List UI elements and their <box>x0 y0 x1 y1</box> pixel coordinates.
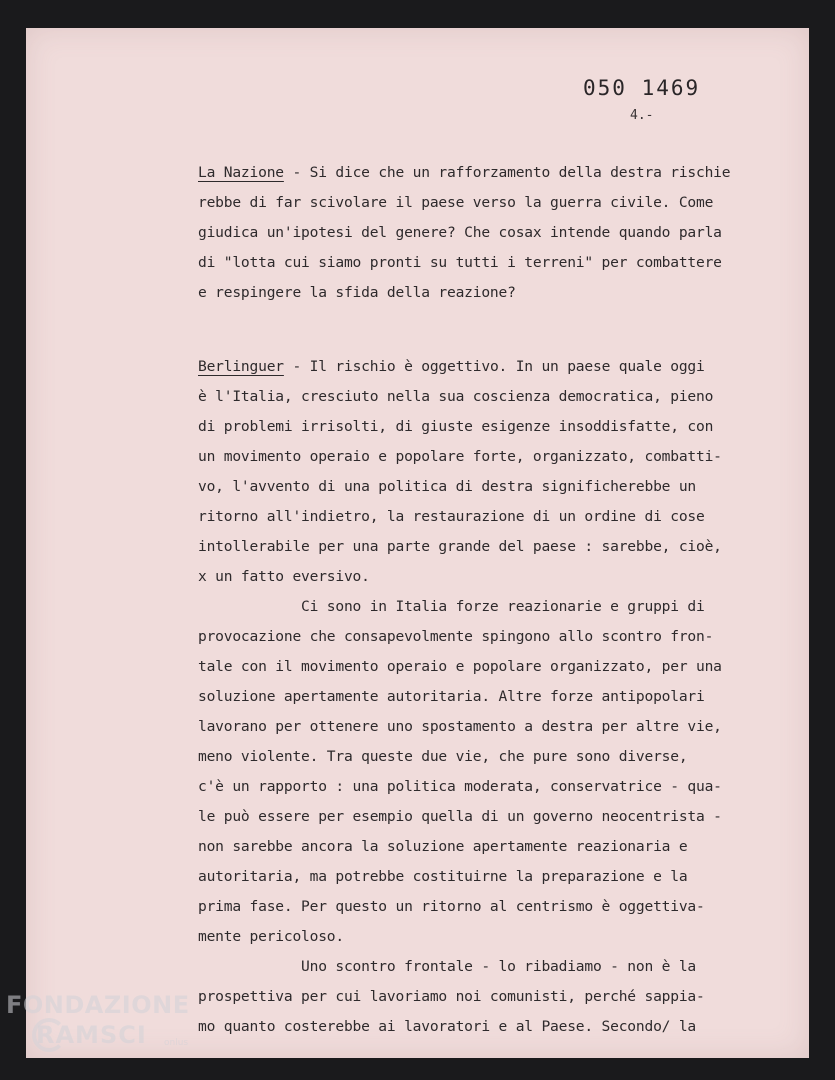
page-number: 4.- <box>630 108 654 123</box>
text-line: c'è un rapporto : una politica moderata, conservatrice - qua- <box>198 778 722 795</box>
text-line: mo quanto costerebbe ai lavoratori e al Paese. Secondo/ la <box>198 1018 696 1035</box>
question-paragraph <box>198 158 803 308</box>
text-line: x un fatto eversivo. <box>198 568 370 585</box>
text-line: non sarebbe ancora la soluzione apertamente reazionaria e <box>198 838 688 855</box>
text-line: meno violente. Tra queste due vie, che pure sono diverse, <box>198 748 688 765</box>
answer-paragraph <box>198 352 803 1042</box>
text-line: di "lotta cui siamo pronti su tutti i terreni" per combattere <box>198 254 722 271</box>
text-line: ritorno all'indietro, la restaurazione di un ordine di cose <box>198 508 705 525</box>
text-line: soluzione apertamente autoritaria. Altre forze antipopolari <box>198 688 705 705</box>
text-line: giudica un'ipotesi del genere? Che cosax intende quando parla <box>198 224 722 241</box>
question-first-line: La Nazione - Si dice che un rafforzamento della destra rischie <box>198 164 731 181</box>
text-line: rebbe di far scivolare il paese verso la guerra civile. Come <box>198 194 714 211</box>
watermark-line-1: FONDAZIONE <box>6 991 190 1019</box>
text-line: Uno scontro frontale - lo ribadiamo - non è la <box>198 958 696 975</box>
text-line: di problemi irrisolti, di giuste esigenze insoddisfatte, con <box>198 418 714 435</box>
text-line: prospettiva per cui lavoriamo noi comunisti, perché sappia- <box>198 988 705 1005</box>
fondazione-gramsci-watermark <box>6 990 226 1050</box>
speaker-berlinguer: Berlinguer <box>198 358 284 375</box>
text-line: è l'Italia, cresciuto nella sua coscienza democratica, pieno <box>198 388 714 405</box>
watermark-line-2: RAMSCI <box>36 1021 147 1049</box>
text-line: intollerabile per una parte grande del paese : sarebbe, cioè, <box>198 538 722 555</box>
document-page <box>26 28 809 1058</box>
text-line: provocazione che consapevolmente spingono allo scontro fron- <box>198 628 714 645</box>
answer-first-line: Berlinguer - Il rischio è oggettivo. In un paese quale oggi <box>198 358 705 375</box>
text-line: e respingere la sfida della reazione? <box>198 284 516 301</box>
text-line: tale con il movimento operaio e popolare organizzato, per una <box>198 658 722 675</box>
text-line: Ci sono in Italia forze reazionarie e gruppi di <box>198 598 705 615</box>
g-logo-icon <box>32 1018 66 1052</box>
text-line: un movimento operaio e popolare forte, organizzato, combatti- <box>198 448 722 465</box>
watermark-onlus: onlus <box>164 1038 189 1048</box>
document-number: 050 1469 <box>583 76 701 100</box>
speaker-la-nazione: La Nazione <box>198 164 284 181</box>
text-line: le può essere per esempio quella di un governo neocentrista - <box>198 808 722 825</box>
text-line: vo, l'avvento di una politica di destra significherebbe un <box>198 478 696 495</box>
text-line: lavorano per ottenere uno spostamento a destra per altre vie, <box>198 718 722 735</box>
text-line: autoritaria, ma potrebbe costituirne la preparazione e la <box>198 868 688 885</box>
text-line: mente pericoloso. <box>198 928 344 945</box>
text-line: prima fase. Per questo un ritorno al centrismo è oggettiva- <box>198 898 705 915</box>
